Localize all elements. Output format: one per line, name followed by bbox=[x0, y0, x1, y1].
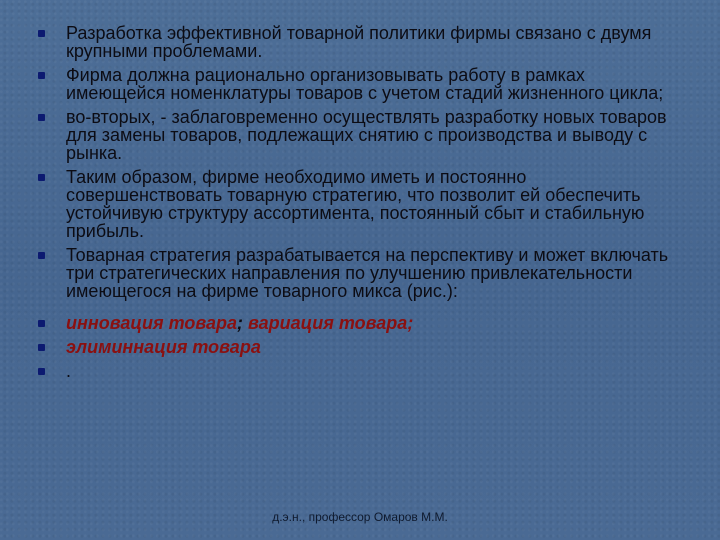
bullet-item bbox=[38, 246, 678, 300]
bullet-item bbox=[38, 362, 678, 380]
bullet-item bbox=[38, 108, 678, 162]
bullet-text: Таким образом, фирме необходимо иметь и постоянно совершенствовать товарную стратегию, что позволит ей обеспечить устойчивую структуру ассортимента, постоянный сбыт и стабильную прибыль. bbox=[66, 167, 645, 241]
bullet-item bbox=[38, 24, 678, 60]
square-bullet-icon bbox=[38, 368, 45, 375]
strategy-elimination: элиминнация товара bbox=[66, 337, 261, 357]
bullet-text: Товарная стратегия разрабатывается на перспективу и может включать три стратегических направления по улучшению привлекательности имеющегося на фирме товарного микса (рис.): bbox=[66, 245, 669, 301]
strategy-variation: вариация товара; bbox=[248, 313, 414, 333]
strategy-innovation: инновация товара bbox=[66, 313, 238, 333]
bullet-text: во-вторых, - заблаговременно осуществлять разработку новых товаров для замены товаров, подлежащих снятию с производства и выводу с рынка. bbox=[66, 107, 667, 163]
bullet-text: . bbox=[66, 361, 72, 381]
bullet-text: Разработка эффективной товарной политики фирмы связано с двумя крупными проблемами. bbox=[66, 23, 652, 61]
square-bullet-icon bbox=[38, 174, 45, 181]
square-bullet-icon bbox=[38, 30, 45, 37]
square-bullet-icon bbox=[38, 252, 45, 259]
footer-author: д.э.н., профессор Омаров М.М. bbox=[272, 510, 448, 524]
bullet-list bbox=[38, 24, 678, 380]
bullet-item bbox=[38, 66, 678, 102]
square-bullet-icon bbox=[38, 320, 45, 327]
strategy-separator: ; bbox=[237, 313, 249, 333]
strategy-item-elimination bbox=[38, 338, 678, 356]
square-bullet-icon bbox=[38, 344, 45, 351]
bullet-item bbox=[38, 168, 678, 240]
strategy-item-innovation-variation bbox=[38, 314, 678, 332]
bullet-text: Фирма должна рационально организовывать работу в рамках имеющейся номенклатуры товаров с учетом стадий жизненного цикла; bbox=[66, 65, 664, 103]
square-bullet-icon bbox=[38, 114, 45, 121]
square-bullet-icon bbox=[38, 72, 45, 79]
